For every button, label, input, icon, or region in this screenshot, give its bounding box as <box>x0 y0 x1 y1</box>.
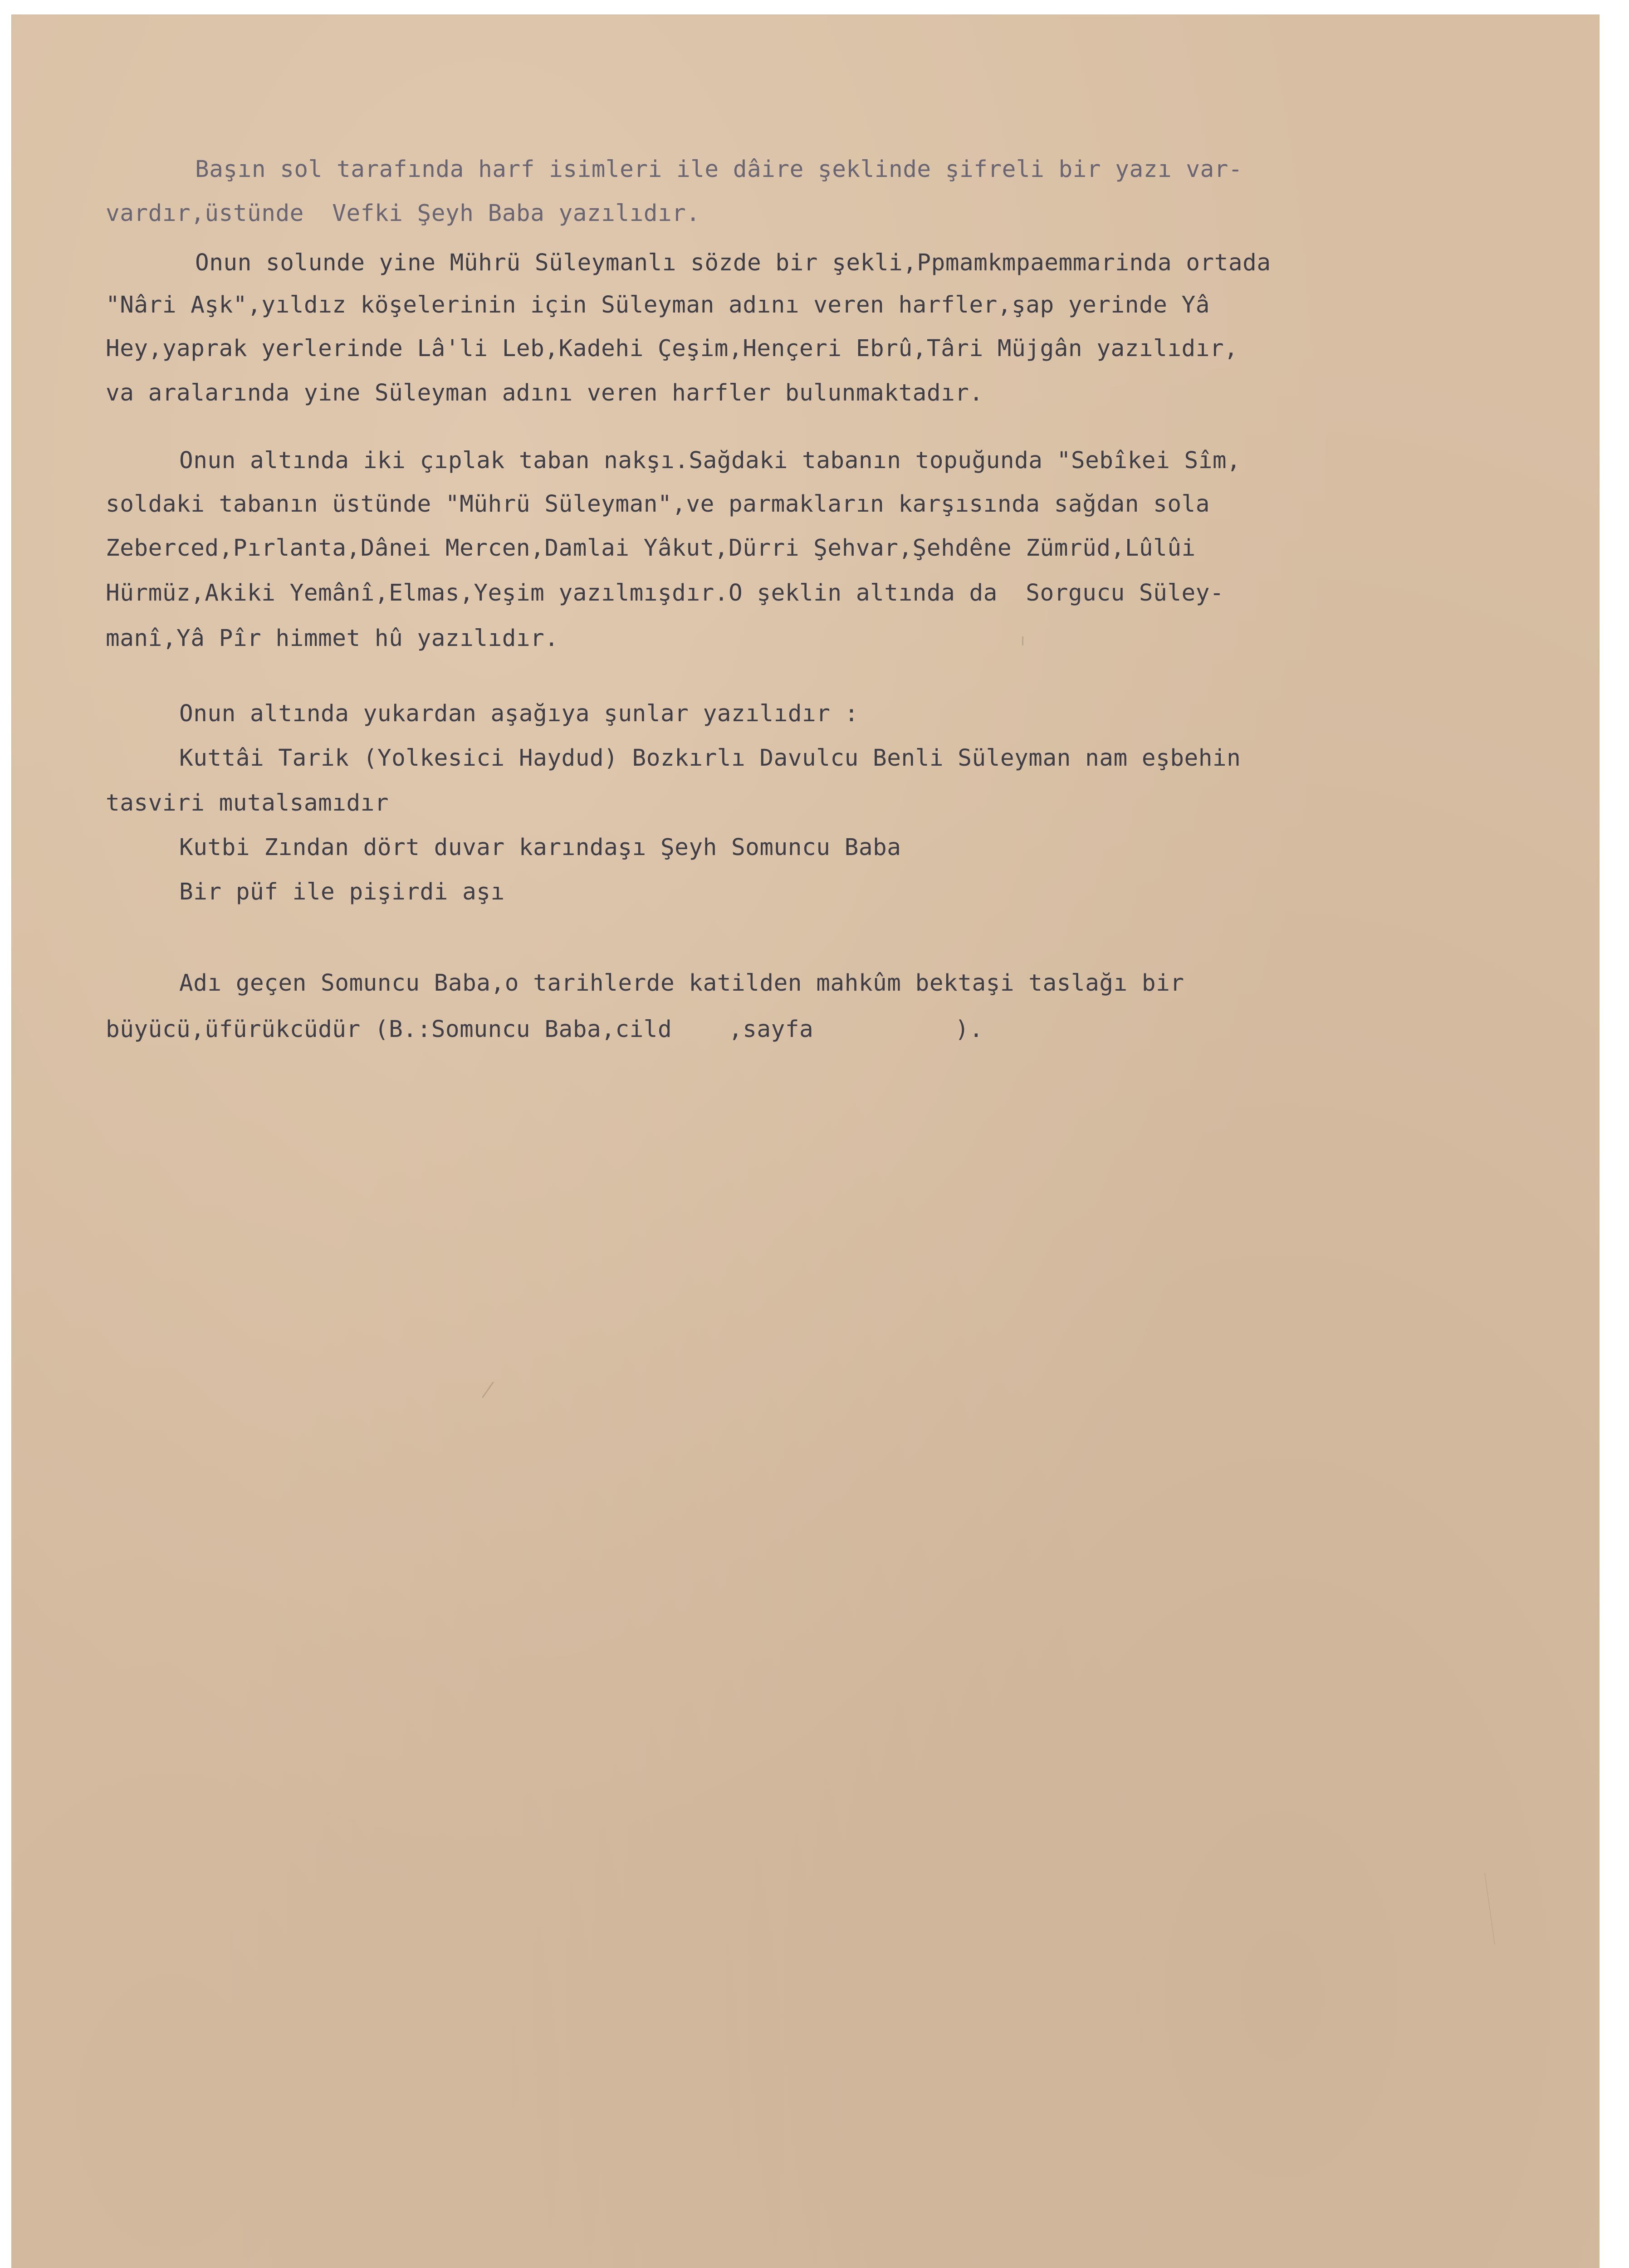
typed-text-body <box>12 15 1599 2268</box>
text-line: Hürmüz,Akiki Yemânî,Elmas,Yeşim yazılmışdır.O şeklin altında da Sorgucu Süley- <box>106 580 1224 606</box>
text-line: Kuttâi Tarik (Yolkesici Haydud) Bozkırlı Davulcu Benli Süleyman nam eşbehin <box>179 745 1241 772</box>
text-line: va aralarında yine Süleyman adını veren harfler bulunmaktadır. <box>106 380 983 406</box>
text-line: Adı geçen Somuncu Baba,o tarihlerde katilden mahkûm bektaşi taslağı bir <box>179 970 1184 997</box>
text-line: Onun altında yukardan aşağıya şunlar yazılıdır : <box>179 700 859 727</box>
text-line: büyücü,üfürükcüdür (B.:Somuncu Baba,cild ,sayfa ). <box>106 1016 983 1043</box>
paper-fleck <box>1022 636 1023 645</box>
text-line: Onun solunde yine Mührü Süleymanlı sözde bir şekli,Ppmamkmpaemmarinda ortada <box>195 249 1271 276</box>
text-line: tasviri mutalsamıdır <box>106 790 389 816</box>
paper-sheet <box>12 15 1599 2268</box>
text-line: soldaki tabanın üstünde "Mührü Süleyman",ve parmakların karşısında sağdan sola <box>106 491 1210 518</box>
text-line: Başın sol tarafında harf isimleri ile dâire şeklinde şifreli bir yazı var- <box>195 156 1243 183</box>
text-line: Kutbi Zından dört duvar karındaşı Şeyh Somuncu Baba <box>179 834 901 861</box>
text-line: manî,Yâ Pîr himmet hû yazılıdır. <box>106 625 559 652</box>
text-line: Zeberced,Pırlanta,Dânei Mercen,Damlai Yâkut,Dürri Şehvar,Şehdêne Zümrüd,Lûlûi <box>106 535 1196 562</box>
text-line: Bir püf ile pişirdi aşı <box>179 879 505 905</box>
text-line: vardır,üstünde Vefki Şeyh Baba yazılıdır. <box>106 200 700 227</box>
text-line: "Nâri Aşk",yıldız köşelerinin için Süleyman adını veren harfler,şap yerinde Yâ <box>106 292 1210 318</box>
text-line: Hey,yaprak yerlerinde Lâ'li Leb,Kadehi Çeşim,Hençeri Ebrû,Târi Müjgân yazılıdır, <box>106 335 1238 362</box>
text-line: Onun altında iki çıplak taban nakşı.Sağdaki tabanın topuğunda "Sebîkei Sîm, <box>179 447 1241 474</box>
